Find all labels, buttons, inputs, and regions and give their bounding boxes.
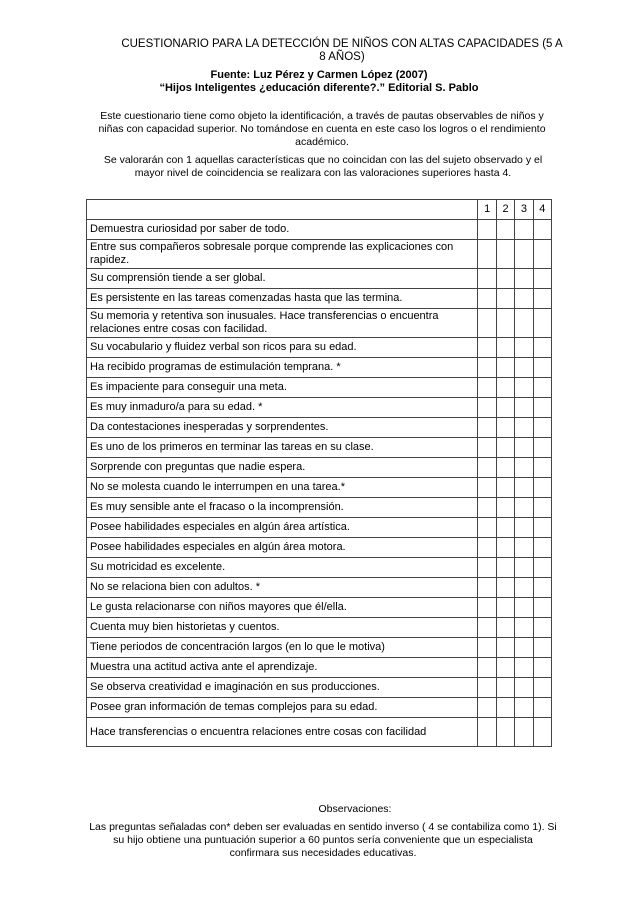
rating-cell-3[interactable] [515, 518, 533, 538]
table-row [87, 309, 552, 338]
rating-cell-1[interactable] [478, 598, 496, 618]
table-row [87, 338, 552, 358]
rating-cell-2[interactable] [496, 718, 514, 747]
rating-cell-1[interactable] [478, 498, 496, 518]
rating-cell-3[interactable] [515, 220, 533, 240]
rating-cell-2[interactable] [496, 269, 514, 289]
question-text: Posee habilidades especiales en algún área artística. [87, 518, 478, 538]
question-text: Es persistente en las tareas comenzadas hasta que las termina. [87, 289, 478, 309]
rating-cell-2[interactable] [496, 598, 514, 618]
rating-cell-2[interactable] [496, 289, 514, 309]
rating-cell-2[interactable] [496, 638, 514, 658]
rating-cell-1[interactable] [478, 378, 496, 398]
rating-cell-1[interactable] [478, 269, 496, 289]
table-row [87, 598, 552, 618]
rating-cell-1[interactable] [478, 220, 496, 240]
question-text: Se observa creatividad e imaginación en sus producciones. [87, 678, 478, 698]
observations-label: Observaciones: [318, 803, 392, 815]
question-text: Tiene periodos de concentración largos (en lo que le motiva) [87, 638, 478, 658]
question-text: Su motricidad es excelente. [87, 558, 478, 578]
rating-cell-4[interactable] [533, 618, 551, 638]
table-row [87, 458, 552, 478]
table-row [87, 498, 552, 518]
question-text: No se molesta cuando le interrumpen en una tarea.* [87, 478, 478, 498]
question-text: Su memoria y retentiva son inusuales. Hace transferencias o encuentra relaciones entre cosas con facilidad. [87, 309, 478, 338]
rating-cell-1[interactable] [478, 358, 496, 378]
table-row [87, 558, 552, 578]
rating-cell-2[interactable] [496, 578, 514, 598]
column-header: 1 [478, 200, 496, 220]
rating-cell-1[interactable] [478, 638, 496, 658]
table-row [87, 418, 552, 438]
question-text: Da contestaciones inesperadas y sorprendentes. [87, 418, 478, 438]
rating-cell-4[interactable] [533, 478, 551, 498]
table-row [87, 240, 552, 269]
question-text: Es muy sensible ante el fracaso o la incomprensión. [87, 498, 478, 518]
rating-cell-4[interactable] [533, 438, 551, 458]
rating-cell-1[interactable] [478, 338, 496, 358]
rating-cell-1[interactable] [478, 398, 496, 418]
table-row [87, 478, 552, 498]
column-header: 4 [533, 200, 551, 220]
table-row [87, 578, 552, 598]
rating-cell-1[interactable] [478, 478, 496, 498]
document-title: CUESTIONARIO PARA LA DETECCIÓN DE NIÑOS CON ALTAS CAPACIDADES (5 A 8 AÑOS) [121, 38, 563, 63]
rating-cell-1[interactable] [478, 240, 496, 269]
question-text: Hace transferencias o encuentra relaciones entre cosas con facilidad [87, 718, 478, 747]
rating-cell-3[interactable] [515, 309, 533, 338]
question-text: Demuestra curiosidad por saber de todo. [87, 220, 478, 240]
rating-cell-3[interactable] [515, 269, 533, 289]
question-text: Es impaciente para conseguir una meta. [87, 378, 478, 398]
table-row [87, 358, 552, 378]
rating-cell-3[interactable] [515, 538, 533, 558]
table-row [87, 538, 552, 558]
question-text: Es muy inmaduro/a para su edad. * [87, 398, 478, 418]
rating-cell-4[interactable] [533, 458, 551, 478]
rating-cell-3[interactable] [515, 598, 533, 618]
rating-cell-2[interactable] [496, 678, 514, 698]
question-text: Posee gran información de temas complejos para su edad. [87, 698, 478, 718]
rating-cell-4[interactable] [533, 598, 551, 618]
rating-cell-1[interactable] [478, 418, 496, 438]
rating-cell-1[interactable] [478, 518, 496, 538]
table-row [87, 518, 552, 538]
table-row [87, 658, 552, 678]
rating-cell-3[interactable] [515, 438, 533, 458]
rating-cell-2[interactable] [496, 458, 514, 478]
rating-cell-2[interactable] [496, 538, 514, 558]
rating-cell-3[interactable] [515, 418, 533, 438]
table-row [87, 678, 552, 698]
rating-cell-3[interactable] [515, 678, 533, 698]
rating-cell-4[interactable] [533, 538, 551, 558]
questionnaire-table [86, 199, 552, 747]
rating-cell-4[interactable] [533, 220, 551, 240]
rating-cell-1[interactable] [478, 309, 496, 338]
scoring-instructions: Se valorarán con 1 aquellas características que no coincidan con las del sujeto observado y el mayor nivel de coincidencia se realizara con las valoraciones superiores hasta 4. [103, 154, 543, 179]
rating-cell-2[interactable] [496, 338, 514, 358]
question-text: Su comprensión tiende a ser global. [87, 269, 478, 289]
rating-cell-2[interactable] [496, 358, 514, 378]
rating-cell-1[interactable] [478, 698, 496, 718]
column-header: 2 [496, 200, 514, 220]
source-authors: Fuente: Luz Pérez y Carmen López (2007) [210, 69, 428, 81]
rating-cell-1[interactable] [478, 678, 496, 698]
table-row [87, 638, 552, 658]
question-text: Le gusta relacionarse con niños mayores que él/ella. [87, 598, 478, 618]
rating-cell-4[interactable] [533, 718, 551, 747]
rating-cell-2[interactable] [496, 240, 514, 269]
question-text: Es uno de los primeros en terminar las tareas en su clase. [87, 438, 478, 458]
rating-cell-4[interactable] [533, 289, 551, 309]
rating-cell-3[interactable] [515, 240, 533, 269]
table-header-row [87, 200, 552, 220]
rating-cell-3[interactable] [515, 558, 533, 578]
rating-cell-1[interactable] [478, 718, 496, 747]
source-book: “Hijos Inteligentes ¿educación diferente?.” Editorial S. Pablo [159, 82, 479, 94]
rating-cell-4[interactable] [533, 578, 551, 598]
question-text: Su vocabulario y fluidez verbal son ricos para su edad. [87, 338, 478, 358]
question-text: Sorprende con preguntas que nadie espera. [87, 458, 478, 478]
rating-cell-4[interactable] [533, 309, 551, 338]
rating-cell-1[interactable] [478, 538, 496, 558]
header-blank-cell [87, 200, 478, 220]
rating-cell-4[interactable] [533, 378, 551, 398]
rating-cell-4[interactable] [533, 398, 551, 418]
table-row [87, 289, 552, 309]
rating-cell-1[interactable] [478, 289, 496, 309]
table-row [87, 378, 552, 398]
rating-cell-3[interactable] [515, 718, 533, 747]
rating-cell-2[interactable] [496, 478, 514, 498]
rating-cell-3[interactable] [515, 498, 533, 518]
rating-cell-2[interactable] [496, 220, 514, 240]
question-text: Posee habilidades especiales en algún área motora. [87, 538, 478, 558]
rating-cell-4[interactable] [533, 269, 551, 289]
rating-cell-2[interactable] [496, 309, 514, 338]
rating-cell-2[interactable] [496, 438, 514, 458]
rating-cell-4[interactable] [533, 558, 551, 578]
table-row [87, 269, 552, 289]
rating-cell-3[interactable] [515, 478, 533, 498]
rating-cell-2[interactable] [496, 398, 514, 418]
rating-cell-3[interactable] [515, 578, 533, 598]
rating-cell-4[interactable] [533, 518, 551, 538]
intro-paragraph: Este cuestionario tiene como objeto la identificación, a través de pautas observables de niños y niñas con capacidad superior. No tomándose en cuenta en este caso los logros o el rendimiento académico. [98, 110, 546, 148]
rating-cell-3[interactable] [515, 398, 533, 418]
rating-cell-1[interactable] [478, 438, 496, 458]
rating-cell-3[interactable] [515, 618, 533, 638]
rating-cell-2[interactable] [496, 378, 514, 398]
rating-cell-3[interactable] [515, 289, 533, 309]
rating-cell-4[interactable] [533, 638, 551, 658]
rating-cell-1[interactable] [478, 618, 496, 638]
rating-cell-2[interactable] [496, 618, 514, 638]
footnote: Las preguntas señaladas con* deben ser evaluadas en sentido inverso ( 4 se contabiliza como 1). Si su hijo obtiene una puntuación superior a 60 puntos sería conveniente que un especialista confirmara sus necesidades educativas. [89, 821, 557, 859]
source-citation [0, 69, 638, 95]
rating-cell-4[interactable] [533, 498, 551, 518]
rating-cell-1[interactable] [478, 458, 496, 478]
question-text: No se relaciona bien con adultos. * [87, 578, 478, 598]
rating-cell-4[interactable] [533, 240, 551, 269]
table-row [87, 618, 552, 638]
rating-cell-4[interactable] [533, 658, 551, 678]
rating-cell-2[interactable] [496, 558, 514, 578]
rating-cell-2[interactable] [496, 498, 514, 518]
table-row [87, 438, 552, 458]
table-row [87, 220, 552, 240]
rating-cell-4[interactable] [533, 358, 551, 378]
question-text: Entre sus compañeros sobresale porque comprende las explicaciones con rapidez. [87, 240, 478, 269]
question-text: Ha recibido programas de estimulación temprana. * [87, 358, 478, 378]
rating-cell-3[interactable] [515, 638, 533, 658]
rating-cell-3[interactable] [515, 458, 533, 478]
rating-cell-4[interactable] [533, 698, 551, 718]
question-text: Muestra una actitud activa ante el aprendizaje. [87, 658, 478, 678]
rating-cell-2[interactable] [496, 418, 514, 438]
rating-cell-4[interactable] [533, 418, 551, 438]
table-row [87, 698, 552, 718]
table-row [87, 718, 552, 747]
question-text: Cuenta muy bien historietas y cuentos. [87, 618, 478, 638]
rating-cell-3[interactable] [515, 338, 533, 358]
column-header: 3 [515, 200, 533, 220]
rating-cell-2[interactable] [496, 518, 514, 538]
rating-cell-2[interactable] [496, 698, 514, 718]
table-row [87, 398, 552, 418]
rating-cell-4[interactable] [533, 338, 551, 358]
rating-cell-3[interactable] [515, 698, 533, 718]
rating-cell-3[interactable] [515, 658, 533, 678]
rating-cell-2[interactable] [496, 658, 514, 678]
rating-cell-1[interactable] [478, 558, 496, 578]
rating-cell-1[interactable] [478, 658, 496, 678]
rating-cell-1[interactable] [478, 578, 496, 598]
rating-cell-3[interactable] [515, 358, 533, 378]
rating-cell-4[interactable] [533, 678, 551, 698]
rating-cell-3[interactable] [515, 378, 533, 398]
